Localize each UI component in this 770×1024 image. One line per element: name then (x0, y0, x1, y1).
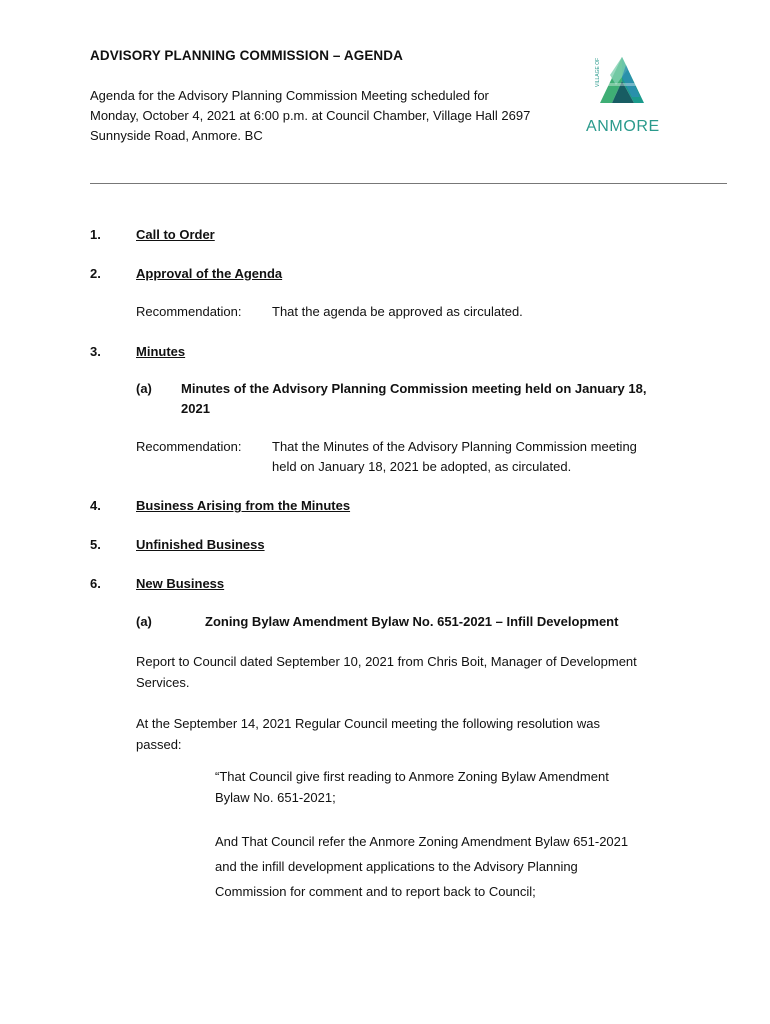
paragraph-line: passed: (136, 737, 182, 752)
sub-item-letter: (a) (136, 614, 152, 629)
document-title: ADVISORY PLANNING COMMISSION – AGENDA (90, 48, 403, 63)
recommendation-label: Recommendation: (136, 439, 242, 454)
intro-line: Sunnyside Road, Anmore. BC (90, 128, 263, 143)
item-number: 5. (90, 537, 101, 552)
item-heading-approval-of-agenda: Approval of the Agenda (136, 266, 283, 281)
meeting-paragraph (136, 713, 696, 755)
logo-wordmark: ANMORE (586, 118, 660, 135)
paragraph-line: Services. (136, 675, 190, 690)
intro-line: Monday, October 4, 2021 at 6:00 p.m. at Council Chamber, Village Hall 2697 (90, 108, 531, 123)
report-paragraph (136, 651, 696, 693)
recommendation-text (272, 437, 692, 477)
header-divider (90, 183, 727, 184)
intro-line: Agenda for the Advisory Planning Commission Meeting scheduled for (90, 88, 489, 103)
recommendation-line: held on January 18, 2021 be adopted, as circulated. (272, 459, 572, 474)
item-number: 6. (90, 576, 101, 591)
recommendation-line: That the Minutes of the Advisory Planning Commission meeting (272, 439, 637, 454)
item-number: 1. (90, 227, 101, 242)
item-heading-unfinished-business: Unfinished Business (136, 537, 265, 552)
quote-line: Commission for comment and to report back to Council; (215, 884, 536, 899)
sub-item-line: 2021 (181, 401, 210, 416)
recommendation-label: Recommendation: (136, 304, 242, 319)
anmore-mountain-icon (582, 55, 672, 137)
item-heading-call-to-order: Call to Order (136, 227, 215, 242)
meeting-intro (90, 86, 580, 146)
item-heading-new-business: New Business (136, 576, 225, 591)
item-number: 4. (90, 498, 101, 513)
item-heading-business-arising: Business Arising from the Minutes (136, 498, 351, 513)
quote-line: “That Council give first reading to Anmore Zoning Bylaw Amendment (215, 769, 609, 784)
quote-line: And That Council refer the Anmore Zoning Amendment Bylaw 651-2021 (215, 834, 629, 849)
sub-item-letter: (a) (136, 381, 152, 396)
quote-line: Bylaw No. 651-2021; (215, 790, 336, 805)
sub-item-line: Minutes of the Advisory Planning Commission meeting held on January 18, (181, 381, 647, 396)
sub-item-title-zoning-bylaw: Zoning Bylaw Amendment Bylaw No. 651-2021 – Infill Development (205, 614, 619, 629)
item-heading-minutes: Minutes (136, 344, 186, 359)
paragraph-line: Report to Council dated September 10, 2021 from Chris Boit, Manager of Development (136, 654, 637, 669)
paragraph-line: At the September 14, 2021 Regular Council meeting the following resolution was (136, 716, 600, 731)
recommendation-text: That the agenda be approved as circulated. (272, 304, 523, 319)
village-of-anmore-logo (582, 55, 672, 137)
resolution-quote-1 (215, 766, 695, 808)
item-number: 3. (90, 344, 101, 359)
logo-small-text: VILLAGE OF (595, 57, 601, 87)
item-number: 2. (90, 266, 101, 281)
quote-line: and the infill development applications to the Advisory Planning (215, 859, 578, 874)
resolution-quote-2 (215, 829, 695, 904)
sub-item-title-minutes (181, 379, 681, 419)
